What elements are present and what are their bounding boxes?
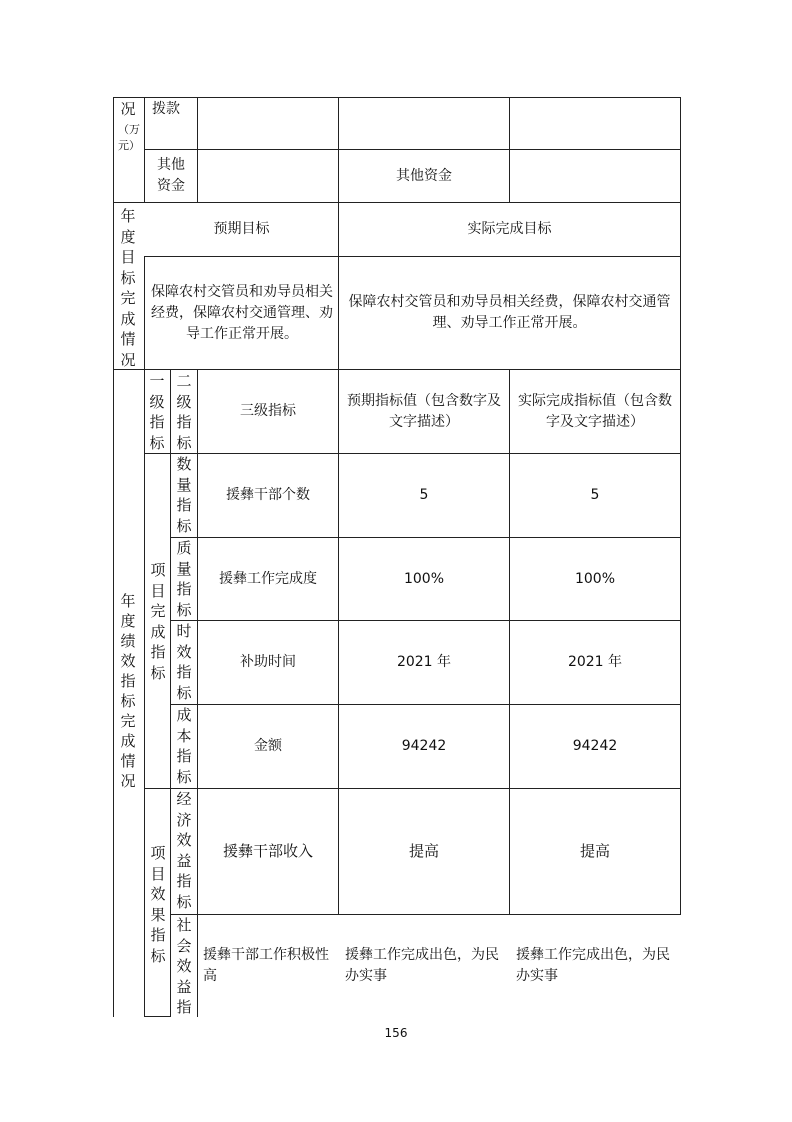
- actual-goal-text: 保障农村交管员和劝导员相关经费，保障农村交通管理、劝导工作正常开展。: [348, 294, 671, 331]
- funding-unit-label: （万元）: [118, 123, 140, 152]
- grid-line: [144, 1016, 171, 1017]
- performance-side-label: 年度绩效指标完成情况: [120, 592, 136, 790]
- other-funds-col1: [198, 150, 338, 202]
- other-funds-col2: 其他资金: [396, 167, 452, 184]
- grid-line: [144, 369, 145, 1017]
- level2-timeliness: 时效指标: [176, 622, 192, 702]
- level2-quantity: 数量指标: [176, 455, 192, 535]
- level3-economic: 援彝干部收入: [222, 842, 313, 860]
- level1-project-completion: 项目完成指标: [150, 561, 166, 682]
- annual-goal-side-label: 年度目标完成情况: [120, 207, 136, 369]
- actual-goal-header: 实际完成目标: [467, 221, 552, 237]
- row-label-other-funds: 其他资金: [157, 157, 185, 194]
- expected-timeliness: 2021 年: [396, 654, 452, 670]
- level3-quantity: 援彝干部个数: [226, 487, 310, 503]
- actual-quality: 100%: [574, 570, 616, 587]
- expected-quantity: 5: [419, 487, 429, 503]
- grid-line: [170, 914, 681, 915]
- actual-cost: 94242: [572, 738, 618, 754]
- table-border-right: [680, 97, 681, 915]
- actual-economic: 提高: [579, 842, 610, 860]
- other-funds-col3: [510, 150, 680, 202]
- actual-social: 援彝工作完成出色，为民办实事: [516, 947, 670, 984]
- grant-col3: [510, 98, 680, 149]
- level2-cost: 成本指标: [176, 706, 192, 786]
- funding-side-label: 况: [120, 100, 136, 118]
- expected-quality: 100%: [403, 570, 445, 587]
- row-label-grant: 拨款: [152, 100, 180, 117]
- level2-economic: 经济效益指标: [176, 790, 192, 911]
- header-level1: 一级指标: [149, 372, 165, 452]
- actual-timeliness: 2021 年: [567, 654, 623, 670]
- level2-quality: 质量指标: [176, 539, 192, 619]
- grant-col2: [339, 98, 509, 149]
- level3-cost: 金额: [254, 738, 282, 754]
- grid-line: [144, 256, 145, 369]
- header-level2: 二级指标: [176, 372, 192, 452]
- expected-goal-text: 保障农村交管员和劝导员相关经费，保障农村交通管理、劝导工作正常开展。: [151, 283, 333, 342]
- expected-social: 援彝工作完成出色，为民办实事: [345, 947, 499, 984]
- level3-quality: 援彝工作完成度: [219, 570, 317, 587]
- expected-goal-header: 预期目标: [213, 221, 270, 237]
- expected-cost: 94242: [401, 738, 447, 754]
- level3-timeliness: 补助时间: [240, 654, 296, 670]
- level1-project-effect: 项目效果指标: [150, 844, 166, 965]
- grid-line: [170, 369, 171, 1017]
- header-expected: 预期指标值（包含数字及文字描述）: [347, 392, 501, 430]
- header-actual: 实际完成指标值（包含数字及文字描述）: [518, 392, 672, 430]
- grant-col1: [198, 98, 338, 149]
- header-level3: 三级指标: [240, 403, 296, 419]
- level2-social: 社会效益指: [176, 916, 192, 1016]
- table-border-left: [113, 97, 114, 1017]
- grid-line: [144, 256, 681, 257]
- level3-social: 援彝干部工作积极性高: [203, 947, 329, 984]
- expected-economic: 提高: [408, 842, 439, 860]
- actual-quantity: 5: [590, 487, 600, 503]
- page-number: 156: [384, 1026, 408, 1040]
